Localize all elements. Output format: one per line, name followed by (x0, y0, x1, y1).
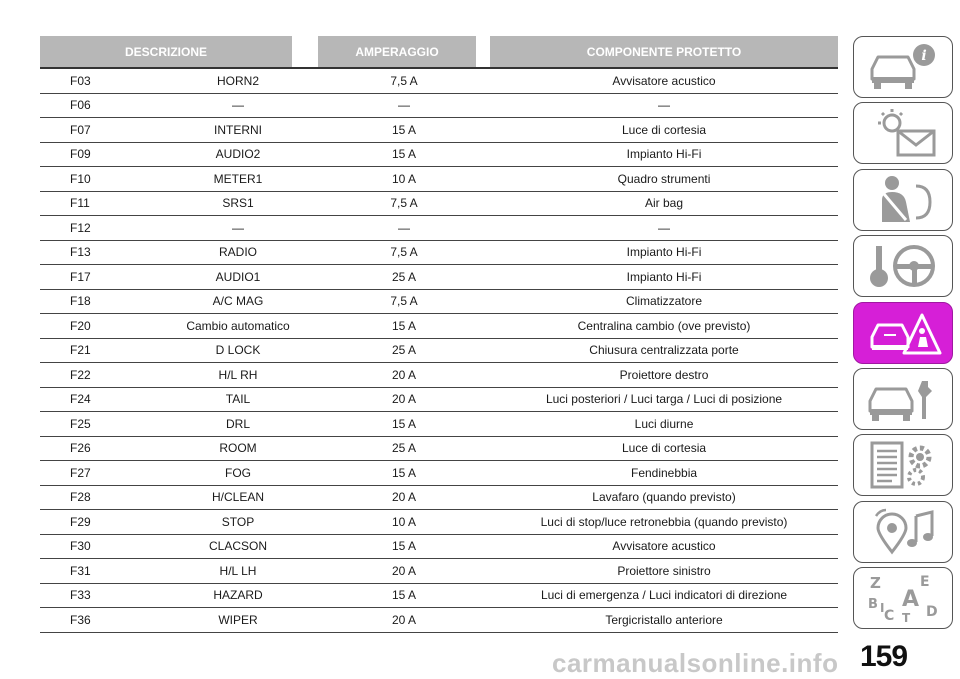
fuse-code: F24 (40, 388, 158, 413)
svg-text:i: i (921, 48, 927, 64)
fuse-description: METER1 (158, 167, 318, 192)
header-gap (292, 36, 318, 69)
fuse-code: F28 (40, 486, 158, 511)
protected-component: Tergicristallo anteriore (490, 608, 838, 633)
protected-component: Proiettore sinistro (490, 559, 838, 584)
fuse-description: STOP (158, 510, 318, 535)
fuse-description: HAZARD (158, 584, 318, 609)
fuse-code: F09 (40, 143, 158, 168)
fuse-amperage: 15 A (318, 461, 490, 486)
table-row (40, 94, 838, 119)
technical-data-gears-icon (864, 439, 942, 491)
fuse-amperage: 15 A (318, 535, 490, 560)
fuse-description: ROOM (158, 437, 318, 462)
table-row (40, 265, 838, 290)
fuse-amperage: 25 A (318, 339, 490, 364)
table-row (40, 143, 838, 168)
protected-component: Luci di emergenza / Luci indicatori di direzione (490, 584, 838, 609)
fuse-description: AUDIO2 (158, 143, 318, 168)
header-component: COMPONENTE PROTETTO (490, 36, 838, 69)
fuse-description: H/L RH (158, 363, 318, 388)
fuse-code: F18 (40, 290, 158, 315)
fuse-description: SRS1 (158, 192, 318, 217)
table-body (40, 69, 838, 633)
table-row (40, 241, 838, 266)
alphabetical-index-icon (864, 572, 942, 624)
car-maintenance-wrench-icon (864, 373, 942, 425)
protected-component: Luce di cortesia (490, 437, 838, 462)
fuse-amperage: 20 A (318, 559, 490, 584)
fuse-description: D LOCK (158, 339, 318, 364)
protected-component: Impianto Hi-Fi (490, 265, 838, 290)
fuse-amperage: 7,5 A (318, 69, 490, 94)
protected-component: Lavafaro (quando previsto) (490, 486, 838, 511)
chapter-tabs (853, 36, 955, 634)
car-info-icon (864, 41, 942, 93)
fuse-code: F36 (40, 608, 158, 633)
table-row (40, 608, 838, 633)
table-row (40, 363, 838, 388)
header-gap (476, 36, 490, 69)
header-amperage: AMPERAGGIO (318, 36, 476, 69)
fuse-code: F03 (40, 69, 158, 94)
fuse-description: AUDIO1 (158, 265, 318, 290)
fuse-code: F20 (40, 314, 158, 339)
fuse-amperage: — (318, 216, 490, 241)
fuse-code: F17 (40, 265, 158, 290)
protected-component: — (490, 94, 838, 119)
fuse-amperage: 7,5 A (318, 192, 490, 217)
fuse-amperage: 15 A (318, 143, 490, 168)
fuse-description: Cambio automatico (158, 314, 318, 339)
fuse-code: F06 (40, 94, 158, 119)
fuse-amperage: 15 A (318, 314, 490, 339)
fuse-description: WIPER (158, 608, 318, 633)
fuse-amperage: 7,5 A (318, 290, 490, 315)
protected-component: Air bag (490, 192, 838, 217)
protected-component: Quadro strumenti (490, 167, 838, 192)
fuse-description: DRL (158, 412, 318, 437)
fuse-code: F26 (40, 437, 158, 462)
fuse-table (40, 36, 838, 633)
table-row (40, 216, 838, 241)
fuse-amperage: 20 A (318, 486, 490, 511)
fuse-description: RADIO (158, 241, 318, 266)
svg-text:D: D (926, 604, 938, 621)
fuse-amperage: 25 A (318, 437, 490, 462)
table-row (40, 510, 838, 535)
table-row (40, 535, 838, 560)
protected-component: Impianto Hi-Fi (490, 143, 838, 168)
fuse-description: INTERNI (158, 118, 318, 143)
fuse-code: F27 (40, 461, 158, 486)
tab-safety[interactable] (853, 169, 953, 231)
table-row (40, 290, 838, 315)
fuse-description: FOG (158, 461, 318, 486)
header-description: DESCRIZIONE (40, 36, 292, 69)
fuse-code: F10 (40, 167, 158, 192)
protected-component: Proiettore destro (490, 363, 838, 388)
seat-belt-airbag-icon (864, 174, 942, 226)
page-number: 159 (860, 640, 908, 673)
fuse-code: F07 (40, 118, 158, 143)
table-row (40, 118, 838, 143)
svg-text:I: I (880, 601, 885, 616)
table-row (40, 167, 838, 192)
protected-component: Avvisatore acustico (490, 69, 838, 94)
tab-emergency[interactable] (853, 302, 953, 364)
protected-component: Centralina cambio (ove previsto) (490, 314, 838, 339)
table-header-row (40, 36, 838, 69)
protected-component: — (490, 216, 838, 241)
table-row (40, 314, 838, 339)
fuse-description: — (158, 216, 318, 241)
fuse-amperage: 20 A (318, 388, 490, 413)
tab-technical-data[interactable] (853, 434, 953, 496)
fuse-code: F29 (40, 510, 158, 535)
tab-multimedia[interactable] (853, 501, 953, 563)
protected-component: Avvisatore acustico (490, 535, 838, 560)
fuse-amperage: 20 A (318, 608, 490, 633)
protected-component: Luce di cortesia (490, 118, 838, 143)
tab-starting-driving[interactable] (853, 235, 953, 297)
fuse-code: F31 (40, 559, 158, 584)
table-row (40, 192, 838, 217)
table-row (40, 388, 838, 413)
svg-text:B: B (868, 597, 878, 613)
tab-index[interactable] (853, 567, 953, 629)
fuse-amperage: 15 A (318, 584, 490, 609)
fuse-code: F21 (40, 339, 158, 364)
fuse-code: F22 (40, 363, 158, 388)
fuse-description: CLACSON (158, 535, 318, 560)
key-steering-wheel-icon (864, 240, 942, 292)
fuse-amperage: 7,5 A (318, 241, 490, 266)
protected-component: Luci posteriori / Luci targa / Luci di posizione (490, 388, 838, 413)
table-row (40, 461, 838, 486)
table-row (40, 437, 838, 462)
table-row (40, 339, 838, 364)
svg-text:A: A (902, 587, 920, 613)
fuse-description: TAIL (158, 388, 318, 413)
table-row (40, 69, 838, 94)
fuse-code: F25 (40, 412, 158, 437)
fuse-amperage: — (318, 94, 490, 119)
tab-maintenance[interactable] (853, 368, 953, 430)
fuse-code: F12 (40, 216, 158, 241)
protected-component: Fendinebbia (490, 461, 838, 486)
fuse-amperage: 10 A (318, 167, 490, 192)
protected-component: Climatizzatore (490, 290, 838, 315)
fuse-code: F13 (40, 241, 158, 266)
fuse-description: A/C MAG (158, 290, 318, 315)
tab-car-info[interactable] (853, 36, 953, 98)
fuse-code: F30 (40, 535, 158, 560)
table-row (40, 486, 838, 511)
fuse-amperage: 10 A (318, 510, 490, 535)
breakdown-warning-triangle-icon (864, 307, 942, 359)
multimedia-music-icon (864, 506, 942, 558)
protected-component: Chiusura centralizzata porte (490, 339, 838, 364)
fuse-description: H/CLEAN (158, 486, 318, 511)
protected-component: Luci diurne (490, 412, 838, 437)
fuse-description: H/L LH (158, 559, 318, 584)
fuse-description: — (158, 94, 318, 119)
table-row (40, 584, 838, 609)
fuse-description: HORN2 (158, 69, 318, 94)
tab-warning-lights[interactable] (853, 102, 953, 164)
table-row (40, 559, 838, 584)
fuse-code: F11 (40, 192, 158, 217)
svg-text:C: C (884, 608, 895, 625)
svg-text:T: T (902, 611, 911, 625)
fuse-amperage: 15 A (318, 118, 490, 143)
table-row (40, 412, 838, 437)
warning-lights-message-icon (864, 107, 942, 159)
protected-component: Luci di stop/luce retronebbia (quando previsto) (490, 510, 838, 535)
watermark-text: carmanualsonline.info (552, 648, 839, 678)
svg-text:Z: Z (870, 574, 881, 593)
fuse-amperage: 15 A (318, 412, 490, 437)
fuse-amperage: 25 A (318, 265, 490, 290)
fuse-code: F33 (40, 584, 158, 609)
fuse-amperage: 20 A (318, 363, 490, 388)
svg-text:E: E (920, 574, 930, 591)
protected-component: Impianto Hi-Fi (490, 241, 838, 266)
